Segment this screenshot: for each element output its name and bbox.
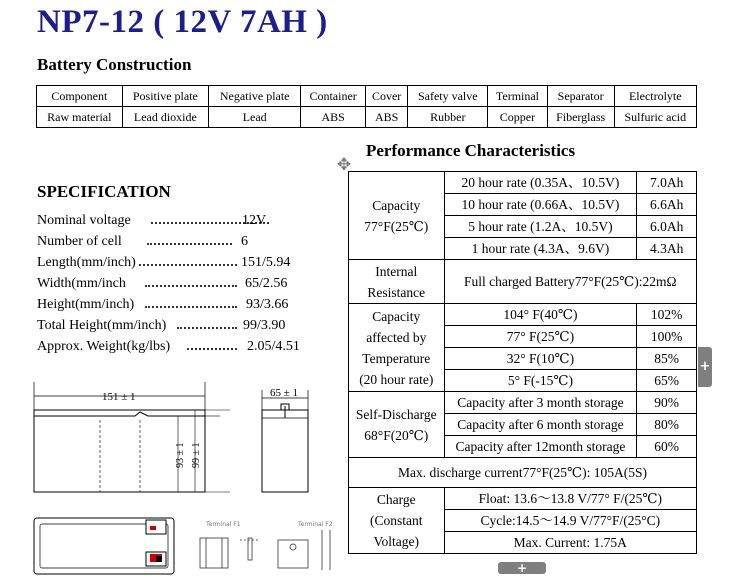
group-label-line: Voltage) xyxy=(373,534,420,549)
condition-cell: Capacity after 12month storage xyxy=(444,436,637,458)
spec-value: 65/2.56 xyxy=(245,276,288,291)
table-cell: Lead dioxide xyxy=(122,107,208,128)
leader-dots xyxy=(145,285,237,287)
value-cell: 80% xyxy=(637,414,697,436)
internal-resistance-label xyxy=(349,260,445,304)
charge-max-current-cell: Max. Current: 1.75A xyxy=(444,532,696,554)
table-row xyxy=(349,392,697,414)
value-cell: 85% xyxy=(637,348,697,370)
condition-cell: 77° F(25℃) xyxy=(444,326,637,348)
condition-cell: 1 hour rate (4.3A、9.6V) xyxy=(444,238,637,260)
spec-value: 2.05/4.51 xyxy=(247,339,300,354)
table-cell: Positive plate xyxy=(122,86,208,107)
condition-cell: 20 hour rate (0.35A、10.5V) xyxy=(444,172,637,194)
terminal-f1-label: Terminal F1 xyxy=(206,521,241,528)
group-label-line: Temperature xyxy=(362,350,431,366)
leader-dots xyxy=(177,327,237,329)
group-label-line: (20 hour rate) xyxy=(359,371,434,387)
spec-value: 93/3.66 xyxy=(246,297,289,312)
terminal-negative-marker xyxy=(156,556,162,562)
height-label: 93 ± 1 xyxy=(175,442,186,468)
spec-label: Approx. Weight(kg/lbs) xyxy=(37,339,171,354)
value-cell: 6.6Ah xyxy=(637,194,697,216)
self-discharge-group-label xyxy=(349,392,445,458)
charge-group-label xyxy=(349,488,445,554)
condition-cell: 5 hour rate (1.2A、10.5V) xyxy=(444,216,637,238)
value-cell: 7.0Ah xyxy=(637,172,697,194)
condition-cell: 10 hour rate (0.66A、10.5V) xyxy=(444,194,637,216)
value-cell: 65% xyxy=(637,370,697,392)
table-cell: ABS xyxy=(365,107,407,128)
group-label-line: 68°F(20℃) xyxy=(364,427,429,443)
plus-icon[interactable]: + xyxy=(498,562,546,574)
front-width-label: 151 ± 1 xyxy=(102,391,136,403)
group-label-line: Resistance xyxy=(367,284,426,300)
side-view-drawing xyxy=(262,390,308,492)
value-cell: 90% xyxy=(637,392,697,414)
move-cross-icon[interactable]: ✥ xyxy=(336,155,352,174)
group-label-line: Charge xyxy=(376,492,416,507)
table-cell: Negative plate xyxy=(209,86,301,107)
leader-dots xyxy=(145,306,237,308)
spec-value: 6 xyxy=(241,234,248,249)
group-label-line: affected by xyxy=(366,329,427,345)
table-cell: Safety valve xyxy=(408,86,488,107)
table-row xyxy=(349,458,697,488)
spec-label: Number of cell xyxy=(37,234,122,249)
spec-label: Total Height(mm/inch) xyxy=(37,318,167,333)
group-label-line: Self-Discharge xyxy=(355,406,437,422)
table-cell: Container xyxy=(301,86,366,107)
value-cell: 60% xyxy=(637,436,697,458)
value-cell: 6.0Ah xyxy=(637,216,697,238)
document-title: NP7-12 ( 12V 7AH ) xyxy=(37,4,328,40)
charge-float-cell: Float: 13.6～13.8 V/77° F/(25℃) xyxy=(444,488,696,510)
table-cell: Electrolyte xyxy=(614,86,696,107)
spec-value: 151/5.94 xyxy=(241,255,291,270)
temperature-group-label xyxy=(349,304,445,392)
table-cell: Raw material xyxy=(37,107,123,128)
side-width-label: 65 ± 1 xyxy=(270,387,299,399)
charge-cycle-cell: Cycle:14.5～14.9 V/77°F/(25°C) xyxy=(444,510,696,532)
condition-cell: Capacity after 6 month storage xyxy=(444,414,637,436)
table-cell: Sulfuric acid xyxy=(614,107,696,128)
table-cell: Terminal xyxy=(488,86,547,107)
spec-value: 99/3.90 xyxy=(243,318,286,333)
table-cell: Lead xyxy=(209,107,301,128)
table-cell: ABS xyxy=(301,107,366,128)
spec-label: Height(mm/inch) xyxy=(37,297,135,312)
condition-cell: 104° F(40℃) xyxy=(444,304,637,326)
max-discharge-cell: Max. discharge current77°F(25℃): 105A(5S) xyxy=(349,458,697,488)
group-label-line: 77°F(25℃) xyxy=(364,218,429,234)
performance-table xyxy=(348,171,697,554)
group-label-line: Internal xyxy=(375,263,418,279)
total-height-label: 99 ± 1 xyxy=(191,442,202,468)
capacity-group-label xyxy=(349,172,445,260)
table-cell: Copper xyxy=(488,107,547,128)
table-cell: Separator xyxy=(547,86,614,107)
internal-resistance-value: Full charged Battery77°F(25℃):22mΩ xyxy=(444,260,696,304)
condition-cell: 32° F(10℃) xyxy=(444,348,637,370)
construction-heading: Battery Construction xyxy=(37,55,192,74)
specification-heading: SPECIFICATION xyxy=(37,182,171,201)
group-label-line: (Constant xyxy=(370,513,423,528)
terminal-f2-drawing xyxy=(278,530,330,570)
table-row xyxy=(349,172,697,194)
group-label-line: Capacity xyxy=(372,308,421,324)
leader-dots xyxy=(147,243,232,245)
table-row xyxy=(349,260,697,304)
table-cell: Fiberglass xyxy=(547,107,614,128)
table-cell: Rubber xyxy=(408,107,488,128)
spec-value: 12V xyxy=(242,213,267,228)
battery-dimension-drawings xyxy=(30,380,360,580)
leader-dots xyxy=(139,264,237,266)
leader-dots xyxy=(187,348,237,350)
terminal-f1-drawing xyxy=(200,538,258,568)
group-label-line: Capacity xyxy=(372,197,421,213)
value-cell: 4.3Ah xyxy=(637,238,697,260)
spec-label: Nominal voltage xyxy=(37,213,131,228)
table-cell: Cover xyxy=(365,86,407,107)
value-cell: 102% xyxy=(637,304,697,326)
spec-label: Length(mm/inch) xyxy=(37,255,136,270)
performance-heading: Performance Characteristics xyxy=(366,141,576,160)
condition-cell: 5° F(-15℃) xyxy=(444,370,637,392)
condition-cell: Capacity after 3 month storage xyxy=(444,392,637,414)
table-cell: Component xyxy=(37,86,123,107)
construction-value-row xyxy=(37,107,697,128)
spec-label: Width(mm/inch xyxy=(37,276,126,291)
table-row xyxy=(349,304,697,326)
construction-table xyxy=(36,85,697,128)
value-cell: 100% xyxy=(637,326,697,348)
terminal-f2-label: Terminal F2 xyxy=(298,521,333,528)
plus-icon[interactable]: + xyxy=(698,347,712,387)
table-row xyxy=(349,488,697,510)
terminal-positive-marker xyxy=(150,526,156,530)
construction-header-row xyxy=(37,86,697,107)
